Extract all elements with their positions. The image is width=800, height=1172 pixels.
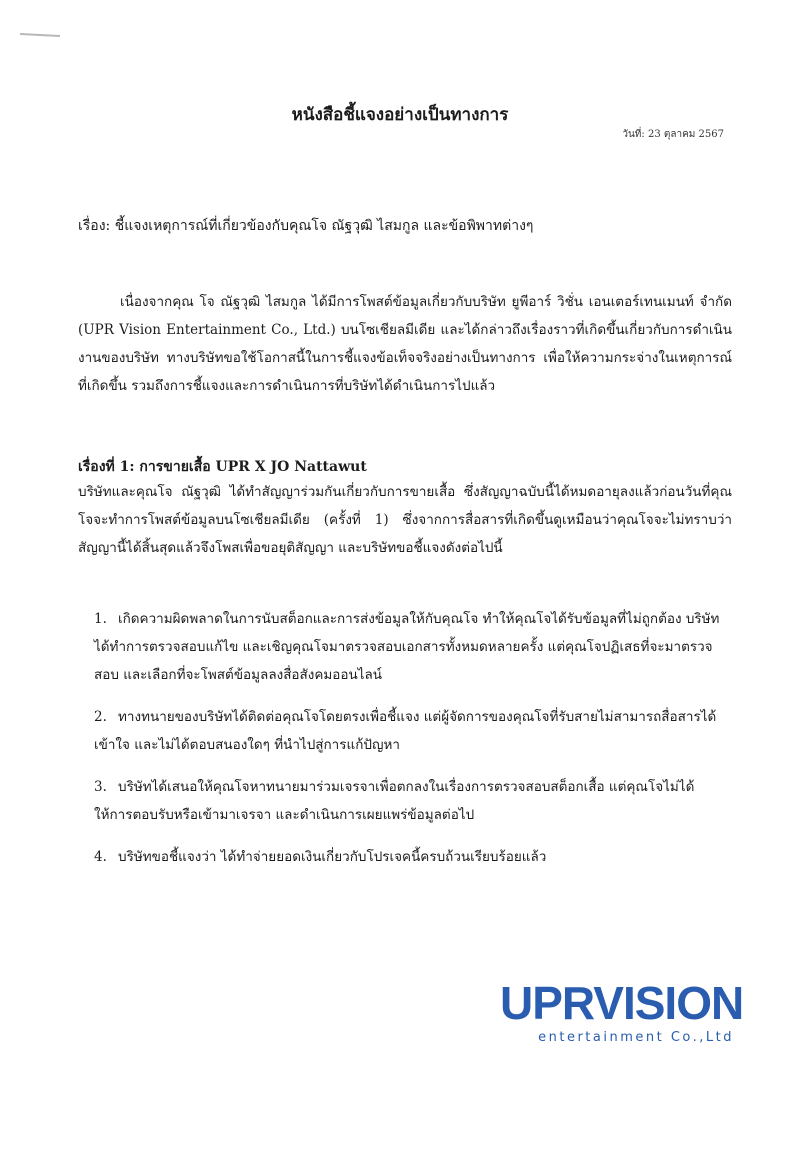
intro-paragraph: เนื่องจากคุณ โจ ณัฐวุฒิ ไสมกูล ได้มีการโพสต์ข้อมูลเกี่ยวกับบริษัท ยูพีอาร์ วิชั่น เอนเตอร์เทนเมนท์ จำกัด (UPR Vision Entertainment Co., Ltd.) บนโซเชียลมีเดีย และได้กล่าวถึงเรื่องราวที่เกิดขึ้นเกี่ยวกับการดำเนินงานของบริษัท ทางบริษัทขอใช้โอกาสนี้ในการชี้แจงข้อเท็จจริงอย่างเป็นทางการ เพื่อให้ความกระจ่างในเหตุการณ์ที่เกิดขึ้น รวมถึงการชี้แจงและการดำเนินการที่บริษัทได้ดำเนินการไปแล้ว xyxy=(78,294,732,394)
list-item-text: ทางทนายของบริษัทได้ติดต่อคุณโจโดยตรงเพื่อชี้แจง แต่ผู้จัดการของคุณโจที่รับสายไม่สามารถสื่อสารได้เข้าใจ และไม่ได้ตอบสนองใดๆ ที่นำไปสู่การแก้ปัญหา xyxy=(94,709,717,753)
logo-tagline: entertainment Co.,Ltd xyxy=(538,1030,734,1045)
list-item-number: 1. xyxy=(94,611,107,627)
list-item xyxy=(94,605,728,689)
list-item-number: 4. xyxy=(94,849,107,865)
list-item xyxy=(94,843,728,871)
list-item-text: บริษัทได้เสนอให้คุณโจหาทนายมาร่วมเจรจาเพื่อตกลงในเรื่องการตรวจสอบสต็อกเสื้อ แต่คุณโจไม่ได้ให้การตอบรับหรือเข้ามาเจรจา และดำเนินการเผยแพร่ข้อมูลต่อไป xyxy=(94,779,695,823)
list-item-number: 2. xyxy=(94,709,107,725)
section-1-title: เรื่องที่ 1: การขายเสื้อ UPR X JO Nattawut xyxy=(78,459,367,475)
scan-mark xyxy=(20,33,60,37)
points-list xyxy=(94,605,728,885)
letter-date: วันที่: 23 ตุลาคม 2567 xyxy=(622,129,724,140)
company-logo xyxy=(500,977,744,1045)
list-item xyxy=(94,773,728,829)
logo-wordmark: UPRVISION xyxy=(500,977,744,1029)
letter-title: หนังสือชี้แจงอย่างเป็นทางการ xyxy=(291,105,509,125)
letter-subject: เรื่อง: ชี้แจงเหตุการณ์ที่เกี่ยวข้องกับคุณโจ ณัฐวุฒิ ไสมกูล และข้อพิพาทต่างๆ xyxy=(78,218,534,234)
list-item xyxy=(94,703,728,759)
list-item-number: 3. xyxy=(94,779,107,795)
list-item-text: เกิดความผิดพลาดในการนับสต็อกและการส่งข้อมูลให้กับคุณโจ ทำให้คุณโจได้รับข้อมูลที่ไม่ถูกต้อง บริษัทได้ทำการตรวจสอบแก้ไข และเชิญคุณโจมาตรวจสอบเอกสารทั้งหมดหลายครั้ง แต่คุณโจปฏิเสธที่จะมาตรวจสอบ และเลือกที่จะโพสต์ข้อมูลลงสื่อสังคมออนไลน์ xyxy=(94,611,720,683)
list-item-text: บริษัทขอชี้แจงว่า ได้ทำจ่ายยอดเงินเกี่ยวกับโปรเจคนี้ครบถ้วนเรียบร้อยแล้ว xyxy=(118,849,547,865)
section-1-body: บริษัทและคุณโจ ณัฐวุฒิ ได้ทำสัญญาร่วมกันเกี่ยวกับการขายเสื้อ ซึ่งสัญญาฉบับนี้ได้หมดอายุลงแล้วก่อนวันที่คุณโจจะทำการโพสต์ข้อมูลบนโซเชียลมีเดีย (ครั้งที่ 1) ซึ่งจากการสื่อสารที่เกิดขึ้นดูเหมือนว่าคุณโจจะไม่ทราบว่าสัญญานี้ได้สิ้นสุดแล้วจึงโพสเพื่อขอยุติสัญญา และบริษัทขอชี้แจงดังต่อไปนี้ xyxy=(78,484,732,556)
